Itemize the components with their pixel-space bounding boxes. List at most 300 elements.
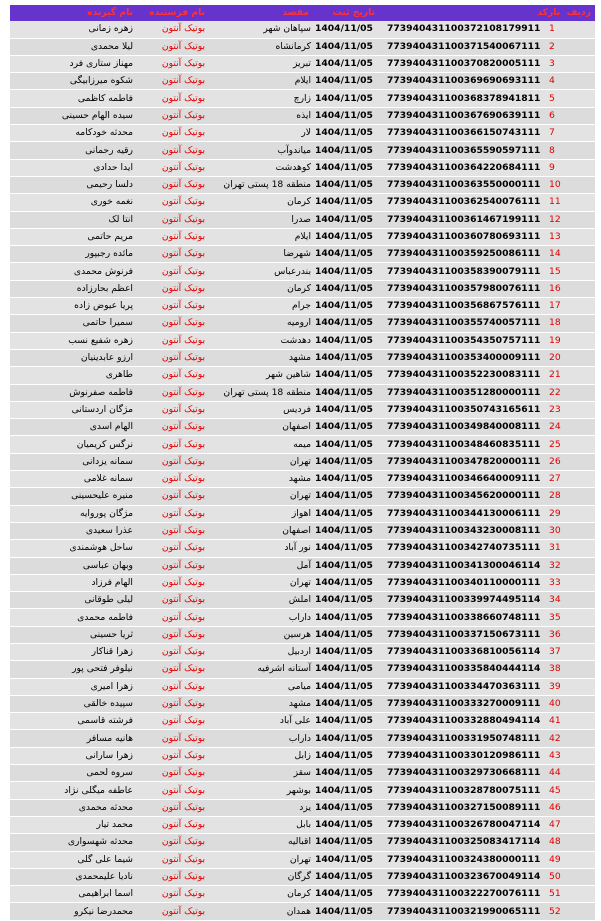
table-row (10, 557, 595, 574)
receiver-cell: فرشته قاسمی (77, 715, 133, 727)
barcode-cell: 773940431100369690693111 (387, 75, 541, 87)
date-cell: 1404/11/05 (315, 801, 373, 813)
barcode-cell: 773940431100342740735111 (387, 542, 541, 554)
table-row (10, 38, 595, 55)
receiver-cell: سمیرا حاتمی (82, 317, 133, 329)
date-cell: 1404/11/05 (315, 559, 373, 571)
row-number: 12 (549, 213, 561, 225)
receiver-cell: شیما علی گلی (77, 853, 133, 865)
table-row (10, 349, 595, 366)
receiver-cell: ایدا حدادی (93, 161, 133, 173)
receiver-cell: سپیده خالقی (83, 698, 133, 710)
date-cell: 1404/11/05 (315, 92, 373, 104)
header-barcode-label: بارکد (537, 7, 561, 19)
receiver-cell: الهام اسدی (89, 421, 133, 433)
table-row (10, 886, 595, 903)
sender-cell: بوتیک آنتون (161, 196, 205, 208)
sender-cell: بوتیک آنتون (161, 58, 205, 70)
row-number: 52 (549, 905, 561, 917)
date-cell: 1404/11/05 (315, 40, 373, 52)
row-number: 24 (549, 421, 561, 433)
row-number: 30 (549, 525, 561, 537)
table-row (10, 436, 595, 453)
date-cell: 1404/11/05 (315, 525, 373, 537)
row-number: 25 (549, 438, 561, 450)
date-cell: 1404/11/05 (315, 455, 373, 467)
barcode-cell: 773940431100349840008111 (387, 421, 541, 433)
date-cell: 1404/11/05 (315, 334, 373, 346)
row-number: 46 (549, 801, 561, 813)
date-cell: 1404/11/05 (315, 369, 373, 381)
date-cell: 1404/11/05 (315, 282, 373, 294)
destination-cell: اقبالیه (287, 836, 311, 848)
date-cell: 1404/11/05 (315, 767, 373, 779)
sender-cell: بوتیک آنتون (161, 870, 205, 882)
date-cell: 1404/11/05 (315, 317, 373, 329)
table-row (10, 401, 595, 418)
row-number: 4 (549, 75, 555, 87)
receiver-cell: ساحل هوشمندی (69, 542, 133, 554)
receiver-cell: اسما ابراهیمی (78, 888, 133, 900)
destination-cell: شاهین شهر (265, 369, 311, 381)
table-row (10, 661, 595, 678)
row-number: 6 (549, 109, 555, 121)
row-number: 2 (549, 40, 555, 52)
row-number: 44 (549, 767, 561, 779)
table-row (10, 246, 595, 263)
receiver-cell: زهره شفیع نسب (68, 334, 133, 346)
barcode-cell: 773940431100362540076111 (387, 196, 541, 208)
date-cell: 1404/11/05 (315, 144, 373, 156)
header-date: تاریخ ثبت (313, 5, 379, 21)
row-number: 42 (549, 732, 561, 744)
destination-cell: فردیس (283, 403, 311, 415)
sender-cell: بوتیک آنتون (161, 559, 205, 571)
table-row (10, 142, 595, 159)
receiver-cell: عذرا سعیدی (85, 525, 133, 537)
date-cell: 1404/11/05 (315, 421, 373, 433)
sender-cell: بوتیک آنتون (161, 127, 205, 139)
receiver-cell: فاطمه صفرنوش (69, 386, 133, 398)
row-number: 21 (549, 369, 561, 381)
table-row (10, 765, 595, 782)
barcode-cell: 773940431100323670049114 (387, 870, 541, 882)
date-cell: 1404/11/05 (315, 646, 373, 658)
barcode-cell: 773940431100355740057111 (387, 317, 541, 329)
row-number: 35 (549, 611, 561, 623)
barcode-cell: 773940431100345620000111 (387, 490, 541, 502)
destination-cell: ایلام (294, 231, 311, 242)
date-cell: 1404/11/05 (315, 403, 373, 415)
row-number: 20 (549, 352, 561, 364)
table-row (10, 540, 595, 557)
receiver-cell: نادیا علیمحمدی (75, 870, 133, 882)
destination-cell: میامی (287, 680, 311, 692)
row-number: 39 (549, 680, 561, 692)
receiver-cell: الهام فرزاد (91, 576, 133, 588)
row-number: 3 (549, 58, 555, 70)
sender-cell: بوتیک آنتون (161, 715, 205, 727)
barcode-cell: 773940431100329730668111 (387, 767, 541, 779)
date-cell: 1404/11/05 (315, 784, 373, 796)
destination-cell: منطقه 18 پستی تهران (223, 386, 311, 398)
receiver-cell: دلسا رحیمی (86, 179, 133, 191)
receiver-cell: هانیه مسافر (86, 732, 133, 744)
barcode-cell: 773940431100322270076111 (387, 888, 541, 900)
row-number: 15 (549, 265, 561, 277)
barcode-cell: 773940431100347820000111 (387, 455, 541, 467)
barcode-cell: 773940431100366150743111 (387, 127, 541, 139)
destination-cell: کرمان (287, 888, 311, 900)
destination-cell: گرگان (287, 870, 311, 882)
barcode-cell: 773940431100368378941811 (387, 92, 541, 104)
table-row (10, 194, 595, 211)
date-cell: 1404/11/05 (315, 594, 373, 606)
sender-cell: بوتیک آنتون (161, 75, 205, 87)
row-number: 48 (549, 836, 561, 848)
destination-cell: اردبیل (287, 646, 311, 658)
barcode-cell: 773940431100335840444114 (387, 663, 541, 675)
barcode-cell: 773940431100344130006111 (387, 507, 541, 519)
row-number: 31 (549, 542, 561, 554)
sender-cell: بوتیک آنتون (161, 888, 205, 900)
date-cell: 1404/11/05 (315, 490, 373, 502)
table-row (10, 816, 595, 833)
date-cell: 1404/11/05 (315, 213, 373, 225)
date-cell: 1404/11/05 (315, 819, 373, 831)
barcode-cell: 773940431100350743165611 (387, 403, 541, 415)
receiver-cell: سیده الهام حسینی (61, 109, 133, 121)
table-body (10, 21, 595, 920)
barcode-cell: 773940431100321990065111 (387, 905, 541, 917)
row-number: 37 (549, 646, 561, 658)
table-row (10, 367, 595, 384)
sender-cell: بوتیک آنتون (161, 819, 205, 831)
barcode-cell: 773940431100354350757111 (387, 334, 541, 346)
destination-cell: داراب (288, 732, 311, 744)
destination-cell: املش (288, 594, 311, 606)
receiver-cell: مژگان پوروایه (79, 507, 133, 519)
row-number: 38 (549, 663, 561, 675)
row-number: 11 (549, 196, 561, 208)
destination-cell: کرمانشاه (275, 40, 311, 52)
barcode-cell: 773940431100363550000111 (387, 179, 541, 191)
barcode-cell: 773940431100357980076111 (387, 282, 541, 294)
destination-cell: لار (301, 127, 311, 139)
barcode-cell: 773940431100361467199111 (387, 213, 541, 225)
destination-cell: بابل (296, 819, 311, 831)
receiver-cell: فاطمه کاظمی (77, 92, 133, 104)
table-row (10, 419, 595, 436)
receiver-cell: مژگان اردستانی (71, 403, 133, 415)
destination-cell: مشهد (288, 352, 311, 364)
table-row (10, 903, 595, 920)
receiver-cell: انتا لک (108, 213, 133, 225)
table-row (10, 868, 595, 885)
table-row (10, 713, 595, 730)
destination-cell: داراب (288, 611, 311, 623)
destination-cell: تهران (289, 490, 311, 502)
sender-cell: بوتیک آنتون (161, 507, 205, 519)
sender-cell: بوتیک آنتون (161, 438, 205, 450)
table-row (10, 643, 595, 660)
destination-cell: اصفهان (282, 525, 311, 537)
barcode-cell: 773940431100327150089111 (387, 801, 541, 813)
date-cell: 1404/11/05 (315, 853, 373, 865)
row-number: 33 (549, 576, 561, 588)
table-row (10, 505, 595, 522)
barcode-cell: 773940431100338660748111 (387, 611, 541, 623)
row-number: 7 (549, 127, 555, 139)
date-cell: 1404/11/05 (315, 438, 373, 450)
row-number: 9 (549, 161, 555, 173)
table-row (10, 21, 595, 38)
table-row (10, 107, 595, 124)
row-number: 40 (549, 698, 561, 710)
row-number: 41 (549, 715, 561, 727)
receiver-cell: نغمه خوری (90, 196, 133, 208)
row-number: 1 (549, 23, 555, 35)
table-row (10, 609, 595, 626)
sender-cell: بوتیک آنتون (161, 144, 205, 156)
sender-cell: بوتیک آنتون (161, 455, 205, 467)
sender-cell: بوتیک آنتون (161, 646, 205, 658)
receiver-cell: محمد تیار (96, 819, 133, 831)
table-row (10, 263, 595, 280)
table-row (10, 592, 595, 609)
date-cell: 1404/11/05 (315, 127, 373, 139)
row-number: 26 (549, 455, 561, 467)
barcode-cell: 773940431100343230008111 (387, 525, 541, 537)
destination-cell: اصفهان (282, 421, 311, 433)
receiver-cell: زهرا امیری (90, 680, 133, 692)
date-cell: 1404/11/05 (315, 888, 373, 900)
sender-cell: بوتیک آنتون (161, 300, 205, 312)
receiver-cell: سمانه یزدانی (82, 455, 133, 467)
receiver-cell: شکوه میرزابیگی (69, 75, 133, 87)
sender-cell: بوتیک آنتون (161, 334, 205, 346)
receiver-cell: محدثه خودکامه (75, 127, 133, 139)
date-cell: 1404/11/05 (315, 905, 373, 917)
sender-cell: بوتیک آنتون (161, 352, 205, 364)
date-cell: 1404/11/05 (315, 75, 373, 87)
receiver-cell: وبهان عباسی (82, 559, 133, 571)
sender-cell: بوتیک آنتون (161, 92, 205, 104)
date-cell: 1404/11/05 (315, 300, 373, 312)
date-cell: 1404/11/05 (315, 161, 373, 173)
date-cell: 1404/11/05 (315, 507, 373, 519)
destination-cell: یزد (299, 801, 311, 813)
destination-cell: جرام (292, 300, 311, 312)
destination-cell: همدان (286, 905, 311, 917)
table-row (10, 90, 595, 107)
sender-cell: بوتیک آنتون (161, 23, 205, 35)
sender-cell: بوتیک آنتون (161, 784, 205, 796)
destination-cell: آستانه اشرفیه (257, 663, 311, 675)
date-cell: 1404/11/05 (315, 542, 373, 554)
table-row (10, 453, 595, 470)
destination-cell: سپاهان شهر (263, 23, 311, 35)
barcode-cell: 773940431100348460835111 (387, 438, 541, 450)
row-number: 29 (549, 507, 561, 519)
row-number: 45 (549, 784, 561, 796)
row-number: 18 (549, 317, 561, 329)
date-cell: 1404/11/05 (315, 196, 373, 208)
destination-cell: تبریز (292, 58, 311, 70)
destination-cell: میمه (293, 438, 311, 450)
date-cell: 1404/11/05 (315, 23, 373, 35)
table-row (10, 55, 595, 72)
destination-cell: تهران (289, 455, 311, 467)
table-row (10, 211, 595, 228)
sender-cell: بوتیک آنتون (161, 282, 205, 294)
barcode-cell: 773940431100324380000111 (387, 853, 541, 865)
sender-cell: بوتیک آنتون (161, 40, 205, 52)
row-number: 13 (549, 231, 561, 242)
barcode-cell: 773940431100328780075111 (387, 784, 541, 796)
sender-cell: بوتیک آنتون (161, 767, 205, 779)
sender-cell: بوتیک آنتون (161, 698, 205, 710)
row-number: 23 (549, 403, 561, 415)
sender-cell: بوتیک آنتون (161, 594, 205, 606)
sender-cell: بوتیک آنتون (161, 179, 205, 191)
destination-cell: تهران (289, 576, 311, 588)
sender-cell: بوتیک آنتون (161, 161, 205, 173)
table-row (10, 125, 595, 142)
destination-cell: ایلام (294, 75, 311, 87)
table-header-row (10, 5, 595, 21)
sender-cell: بوتیک آنتون (161, 213, 205, 225)
barcode-cell: 773940431100331950748111 (387, 732, 541, 744)
shipment-list (10, 5, 595, 921)
barcode-cell: 773940431100372108179911 (387, 23, 541, 35)
row-number: 14 (549, 248, 561, 260)
receiver-cell: زهرا قناکار (91, 646, 133, 658)
table-row (10, 280, 595, 297)
sender-cell: بوتیک آنتون (161, 576, 205, 588)
destination-cell: آمل (296, 559, 311, 571)
row-number: 43 (549, 749, 561, 761)
receiver-cell: مهناز ستاری فرد (69, 58, 133, 70)
receiver-cell: محدثه شهسواری (67, 836, 133, 848)
barcode-cell: 773940431100370820005111 (387, 58, 541, 70)
barcode-cell: 773940431100325083417114 (387, 836, 541, 848)
barcode-cell: 773940431100353400009111 (387, 352, 541, 364)
table-row (10, 678, 595, 695)
receiver-cell: طاهری (105, 369, 133, 381)
row-number: 22 (549, 386, 561, 398)
table-row (10, 332, 595, 349)
sender-cell: بوتیک آنتون (161, 317, 205, 329)
date-cell: 1404/11/05 (315, 576, 373, 588)
barcode-cell: 773940431100334470363111 (387, 680, 541, 692)
barcode-cell: 773940431100332880494114 (387, 715, 541, 727)
sender-cell: بوتیک آنتون (161, 525, 205, 537)
barcode-cell: 773940431100326780047114 (387, 819, 541, 831)
receiver-cell: زهره زمانی (88, 23, 133, 35)
date-cell: 1404/11/05 (315, 352, 373, 364)
table-row (10, 851, 595, 868)
date-cell: 1404/11/05 (315, 732, 373, 744)
header-receiver: نام گیرنده (10, 5, 137, 21)
barcode-cell: 773940431100364220684111 (387, 161, 541, 173)
sender-cell: بوتیک آنتون (161, 680, 205, 692)
sender-cell: بوتیک آنتون (161, 421, 205, 433)
table-row (10, 228, 595, 245)
barcode-cell: 773940431100356867576111 (387, 300, 541, 312)
sender-cell: بوتیک آنتون (161, 231, 205, 242)
sender-cell: بوتیک آنتون (161, 248, 205, 260)
header-sender: نام فرستنده (137, 5, 209, 21)
header-barcode-spacer (379, 5, 547, 21)
barcode-cell: 773940431100346640009111 (387, 473, 541, 485)
date-cell: 1404/11/05 (315, 386, 373, 398)
table-row (10, 799, 595, 816)
date-cell: 1404/11/05 (315, 749, 373, 761)
barcode-cell: 773940431100337150673111 (387, 628, 541, 640)
destination-cell: دهدشت (280, 334, 311, 346)
sender-cell: بوتیک آنتون (161, 801, 205, 813)
destination-cell: کرمان (287, 282, 311, 294)
receiver-cell: فاطمه محمدی (77, 611, 133, 623)
date-cell: 1404/11/05 (315, 698, 373, 710)
table-row (10, 298, 595, 315)
sender-cell: بوتیک آنتون (161, 836, 205, 848)
table-row (10, 176, 595, 193)
date-cell: 1404/11/05 (315, 611, 373, 623)
destination-cell: مشهد (288, 473, 311, 485)
destination-cell: زارچ (293, 92, 311, 104)
row-number: 32 (549, 559, 561, 571)
row-number: 36 (549, 628, 561, 640)
sender-cell: بوتیک آنتون (161, 490, 205, 502)
table-row (10, 574, 595, 591)
table-row (10, 730, 595, 747)
row-number: 5 (549, 92, 555, 104)
date-cell: 1404/11/05 (315, 473, 373, 485)
receiver-cell: مریم حاتمی (87, 231, 133, 242)
row-number: 34 (549, 594, 561, 606)
date-cell: 1404/11/05 (315, 248, 373, 260)
receiver-cell: ثریا حسینی (90, 628, 133, 640)
receiver-cell: مائده رجبپور (85, 248, 133, 260)
sender-cell: بوتیک آنتون (161, 853, 205, 865)
row-number: 28 (549, 490, 561, 502)
table-row (10, 315, 595, 332)
receiver-cell: فرنوش محمدی (73, 265, 133, 277)
date-cell: 1404/11/05 (315, 109, 373, 121)
receiver-cell: زهرا سارانی (85, 749, 133, 761)
destination-cell: زابل (294, 749, 311, 761)
table-row (10, 522, 595, 539)
table-row (10, 695, 595, 712)
date-cell: 1404/11/05 (315, 628, 373, 640)
sender-cell: بوتیک آنتون (161, 542, 205, 554)
header-row-barcode (537, 5, 595, 21)
destination-cell: کوهدشت (275, 161, 311, 173)
barcode-cell: 773940431100371540067111 (387, 40, 541, 52)
destination-cell: صدرا (291, 213, 311, 225)
sender-cell: بوتیک آنتون (161, 732, 205, 744)
date-cell: 1404/11/05 (315, 715, 373, 727)
receiver-cell: نیلوفر فتحی پور (72, 663, 133, 675)
destination-cell: اهواز (291, 507, 311, 519)
table-row (10, 488, 595, 505)
table-row (10, 159, 595, 176)
destination-cell: مشهد (288, 698, 311, 710)
destination-cell: بندرعباس (274, 265, 311, 277)
sender-cell: بوتیک آنتون (161, 403, 205, 415)
